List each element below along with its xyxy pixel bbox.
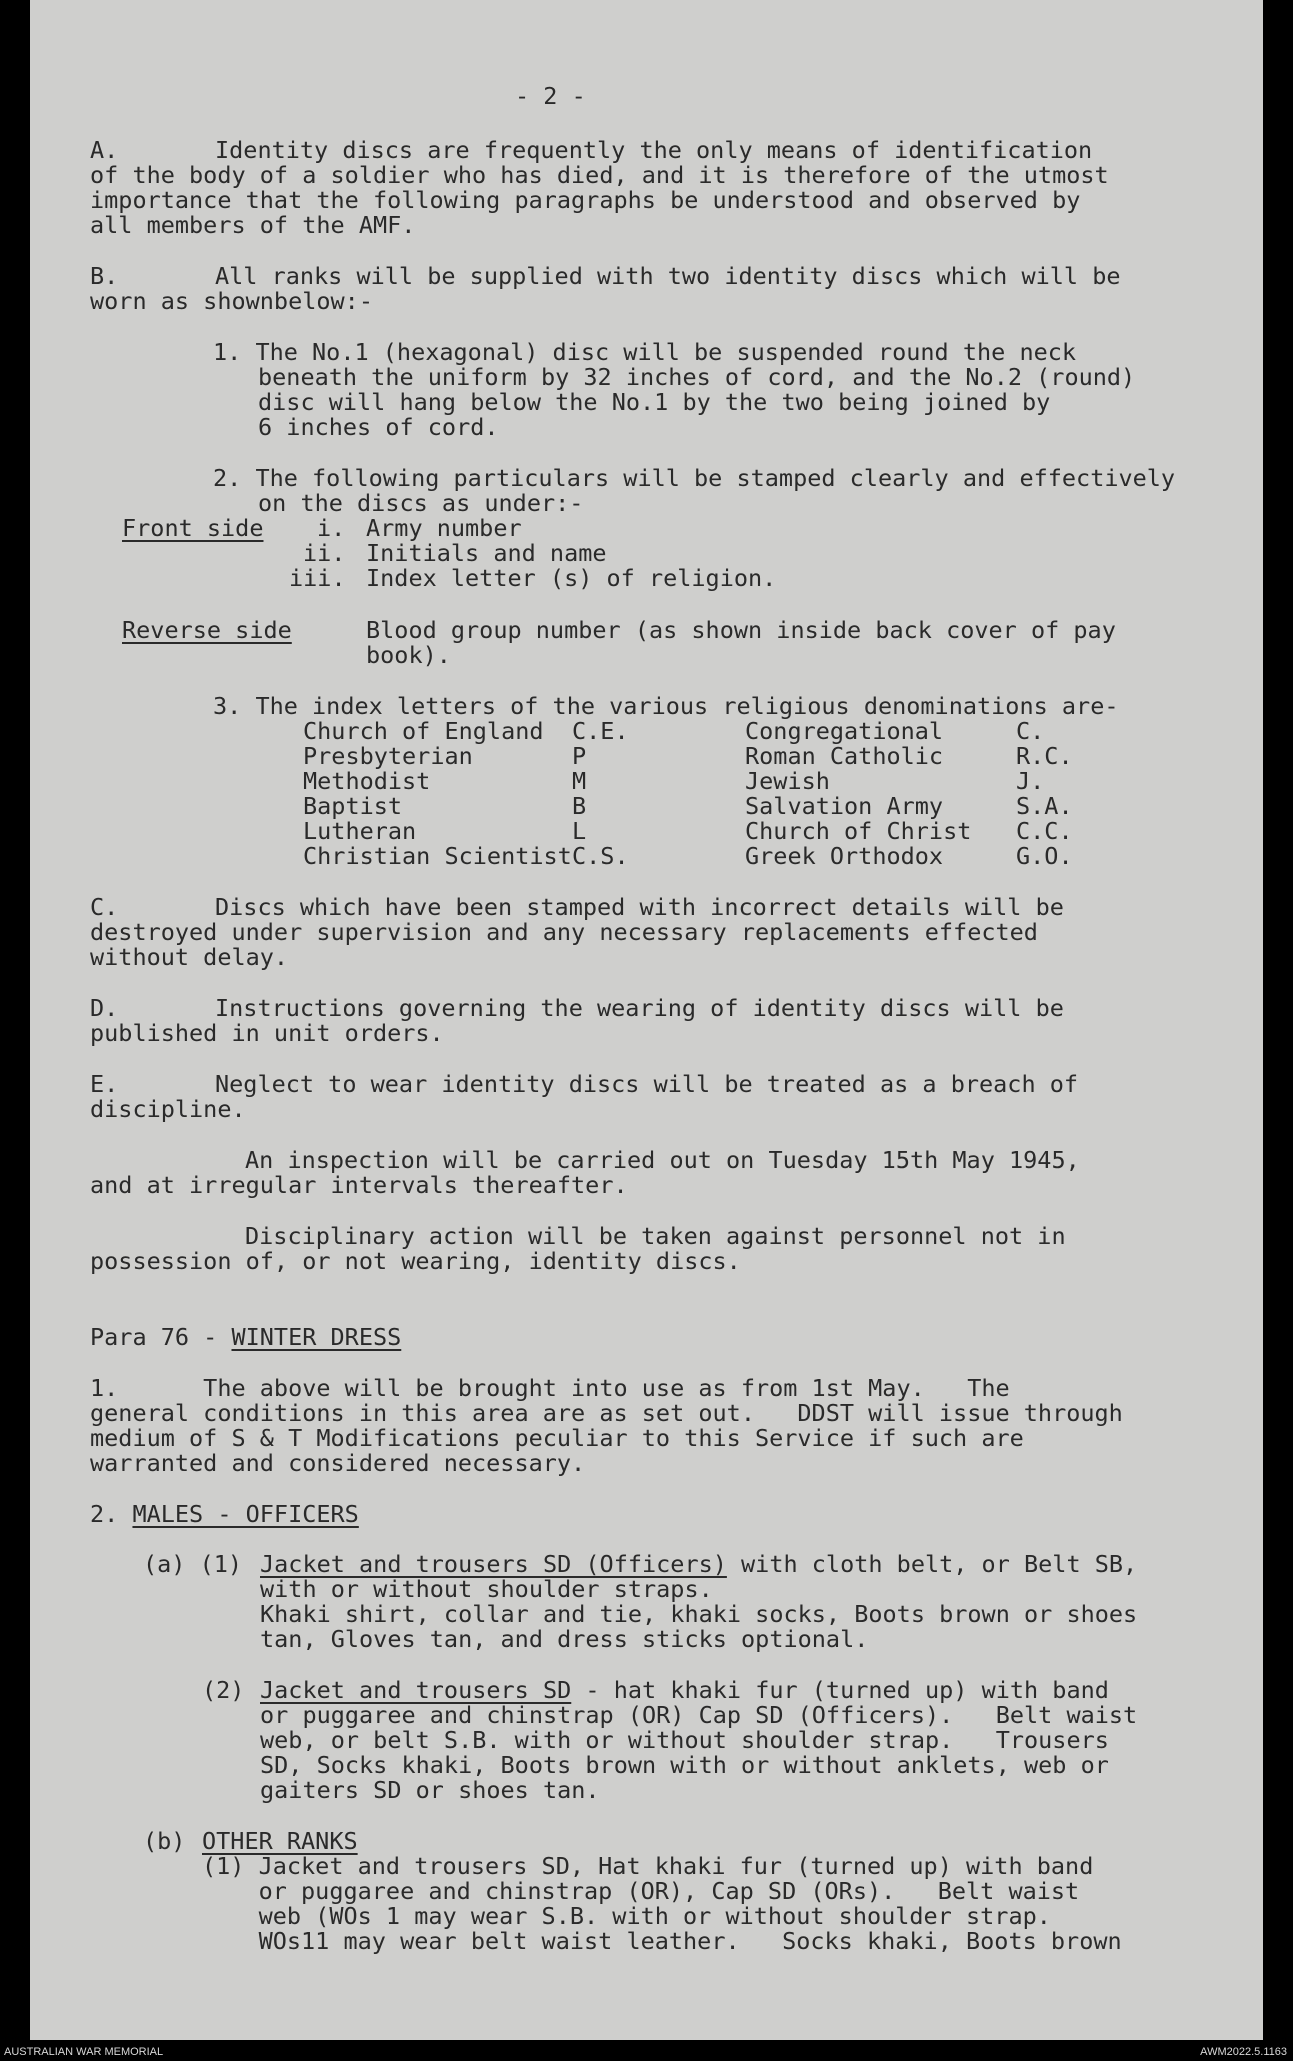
denomination-name: Christian Scientist (303, 842, 572, 870)
para-d-line: Instructions governing the wearing of identity discs will be (215, 994, 1064, 1022)
item-1-line: 6 inches of cord. (258, 413, 499, 441)
denomination-name: Roman Catholic (745, 742, 944, 770)
para-c-marker: C. (90, 893, 119, 921)
denomination-name: Salvation Army (745, 792, 944, 820)
para-a-line: Identity discs are frequently the only means of identification (215, 136, 1093, 164)
b-line: web (WOs 1 may wear S.B. with or without shoulder strap. (202, 1902, 1051, 1930)
document-page (30, 0, 1263, 2040)
a2-rest: - hat khaki fur (turned up) with band (571, 1676, 1109, 1704)
a2-line: web, or belt S.B. with or without shoulder strap. Trousers (260, 1726, 1109, 1754)
footer-right: AWM2022.5.1163 (1200, 2046, 1287, 2058)
a1-label: (a) (1) (143, 1550, 243, 1578)
winter-line: general conditions in this area are as set out. DDST will issue through (90, 1399, 1123, 1427)
denomination-name: Presbyterian (303, 742, 473, 770)
inspection-line: and at irregular intervals thereafter. (90, 1171, 628, 1199)
a2-line: gaiters SD or shoes tan. (260, 1776, 600, 1804)
winter-line: warranted and considered necessary. (90, 1449, 586, 1477)
denomination-code: L (572, 817, 587, 845)
reverse-side-line: book). (366, 641, 451, 669)
a1-underlined: Jacket and trousers SD (Officers) (260, 1550, 727, 1578)
denomination-name: Greek Orthodox (745, 842, 944, 870)
para-c-line: destroyed under supervision and any necessary replacements effected (90, 918, 1038, 946)
front-side-text: Army number (366, 514, 522, 542)
b-line: or puggaree and chinstrap (OR), Cap SD (ORs). Belt waist (202, 1877, 1080, 1905)
disciplinary-line: possession of, or not wearing, identity discs. (90, 1247, 741, 1275)
denomination-code: M (572, 767, 587, 795)
denomination-code: J. (1016, 767, 1045, 795)
other-ranks-title: OTHER RANKS (202, 1827, 358, 1855)
a2-first-line (260, 1678, 1109, 1704)
para-a-marker: A. (90, 136, 119, 164)
item-3-intro: 3. The index letters of the various religious denominations are- (213, 692, 1119, 720)
item-1-line: 1. The No.1 (hexagonal) disc will be suspended round the neck (213, 338, 1077, 366)
b-line: WOs11 may wear belt waist leather. Socks khaki, Boots brown (202, 1927, 1122, 1955)
front-side-text: Initials and name (366, 539, 607, 567)
a2-label: (2) (202, 1676, 245, 1704)
front-side-num: ii. (303, 539, 346, 567)
b-line: (1) Jacket and trousers SD, Hat khaki fur (turned up) with band (202, 1852, 1094, 1880)
a2-line: SD, Socks khaki, Boots brown with or without anklets, web or (260, 1751, 1109, 1779)
denomination-code: S.A. (1016, 792, 1073, 820)
front-side-text: Index letter (s) of religion. (366, 564, 777, 592)
para-b-line: All ranks will be supplied with two identity discs which will be (215, 262, 1121, 290)
footer-left: AUSTRALIAN WAR MEMORIAL (4, 2046, 164, 2058)
item-1-line: beneath the uniform by 32 inches of cord, and the No.2 (round) (258, 363, 1136, 391)
denomination-code: C.S. (572, 842, 629, 870)
para-a-line: all members of the AMF. (90, 211, 416, 239)
para-76-heading (90, 1325, 401, 1351)
denomination-code: C.C. (1016, 817, 1073, 845)
denomination-code: G.O. (1016, 842, 1073, 870)
denomination-name: Congregational (745, 717, 944, 745)
a1-line: with or without shoulder straps. (260, 1575, 713, 1603)
winter-line: 1. The above will be brought into use as from 1st May. The (90, 1374, 1010, 1402)
a1-line: Khaki shirt, collar and tie, khaki socks, Boots brown or shoes (260, 1600, 1138, 1628)
winter-line: medium of S & T Modifications peculiar to this Service if such are (90, 1424, 1024, 1452)
denomination-name: Church of Christ (745, 817, 972, 845)
disciplinary-line: Disciplinary action will be taken against personnel not in (245, 1222, 1066, 1250)
para-a-line: importance that the following paragraphs be understood and observed by (90, 186, 1081, 214)
front-side-label: Front side (122, 514, 264, 542)
para-e-line: discipline. (90, 1095, 246, 1123)
item-2-line: 2. The following particulars will be stamped clearly and effectively (213, 464, 1176, 492)
front-side-num: i. (317, 514, 346, 542)
para-e-marker: E. (90, 1070, 119, 1098)
para-d-marker: D. (90, 994, 119, 1022)
page-number: - 2 - (515, 82, 586, 110)
item-1-line: disc will hang below the No.1 by the two being joined by (258, 388, 1051, 416)
para-e-line: Neglect to wear identity discs will be treated as a breach of (215, 1070, 1079, 1098)
a2-line: or puggaree and chinstrap (OR) Cap SD (Officers). Belt waist (260, 1701, 1138, 1729)
para-d-line: published in unit orders. (90, 1019, 444, 1047)
para-76-prefix: Para 76 - (90, 1323, 232, 1351)
a1-first-line (260, 1552, 1137, 1578)
males-prefix: 2. (90, 1500, 133, 1528)
item-2-line: on the discs as under:- (258, 489, 584, 517)
para-76-title: WINTER DRESS (231, 1323, 402, 1351)
front-side-num: iii. (289, 564, 346, 592)
inspection-line: An inspection will be carried out on Tuesday 15th May 1945, (245, 1146, 1080, 1174)
males-title: MALES - OFFICERS (132, 1500, 359, 1528)
reverse-side-line: Blood group number (as shown inside back cover of pay (366, 616, 1116, 644)
para-a-line: of the body of a soldier who has died, and it is therefore of the utmost (90, 161, 1109, 189)
denomination-name: Lutheran (303, 817, 417, 845)
para-c-line: Discs which have been stamped with incorrect details will be (215, 893, 1064, 921)
b-label: (b) (143, 1827, 186, 1855)
para-c-line: without delay. (90, 943, 289, 971)
denomination-code: B (572, 792, 587, 820)
denomination-code: R.C. (1016, 742, 1073, 770)
denomination-code: P (572, 742, 587, 770)
denomination-name: Church of England (303, 717, 544, 745)
denomination-name: Baptist (303, 792, 403, 820)
reverse-side-label: Reverse side (122, 616, 292, 644)
a1-line: tan, Gloves tan, and dress sticks optional. (260, 1625, 869, 1653)
para-b-line: worn as shownbelow:- (90, 287, 373, 315)
denomination-code: C. (1016, 717, 1045, 745)
para-b-marker: B. (90, 262, 119, 290)
a1-rest: with cloth belt, or Belt SB, (726, 1550, 1138, 1578)
males-officers-heading (90, 1502, 359, 1528)
a2-underlined: Jacket and trousers SD (260, 1676, 572, 1704)
denomination-code: C.E. (572, 717, 629, 745)
denomination-name: Methodist (303, 767, 431, 795)
denomination-name: Jewish (745, 767, 830, 795)
